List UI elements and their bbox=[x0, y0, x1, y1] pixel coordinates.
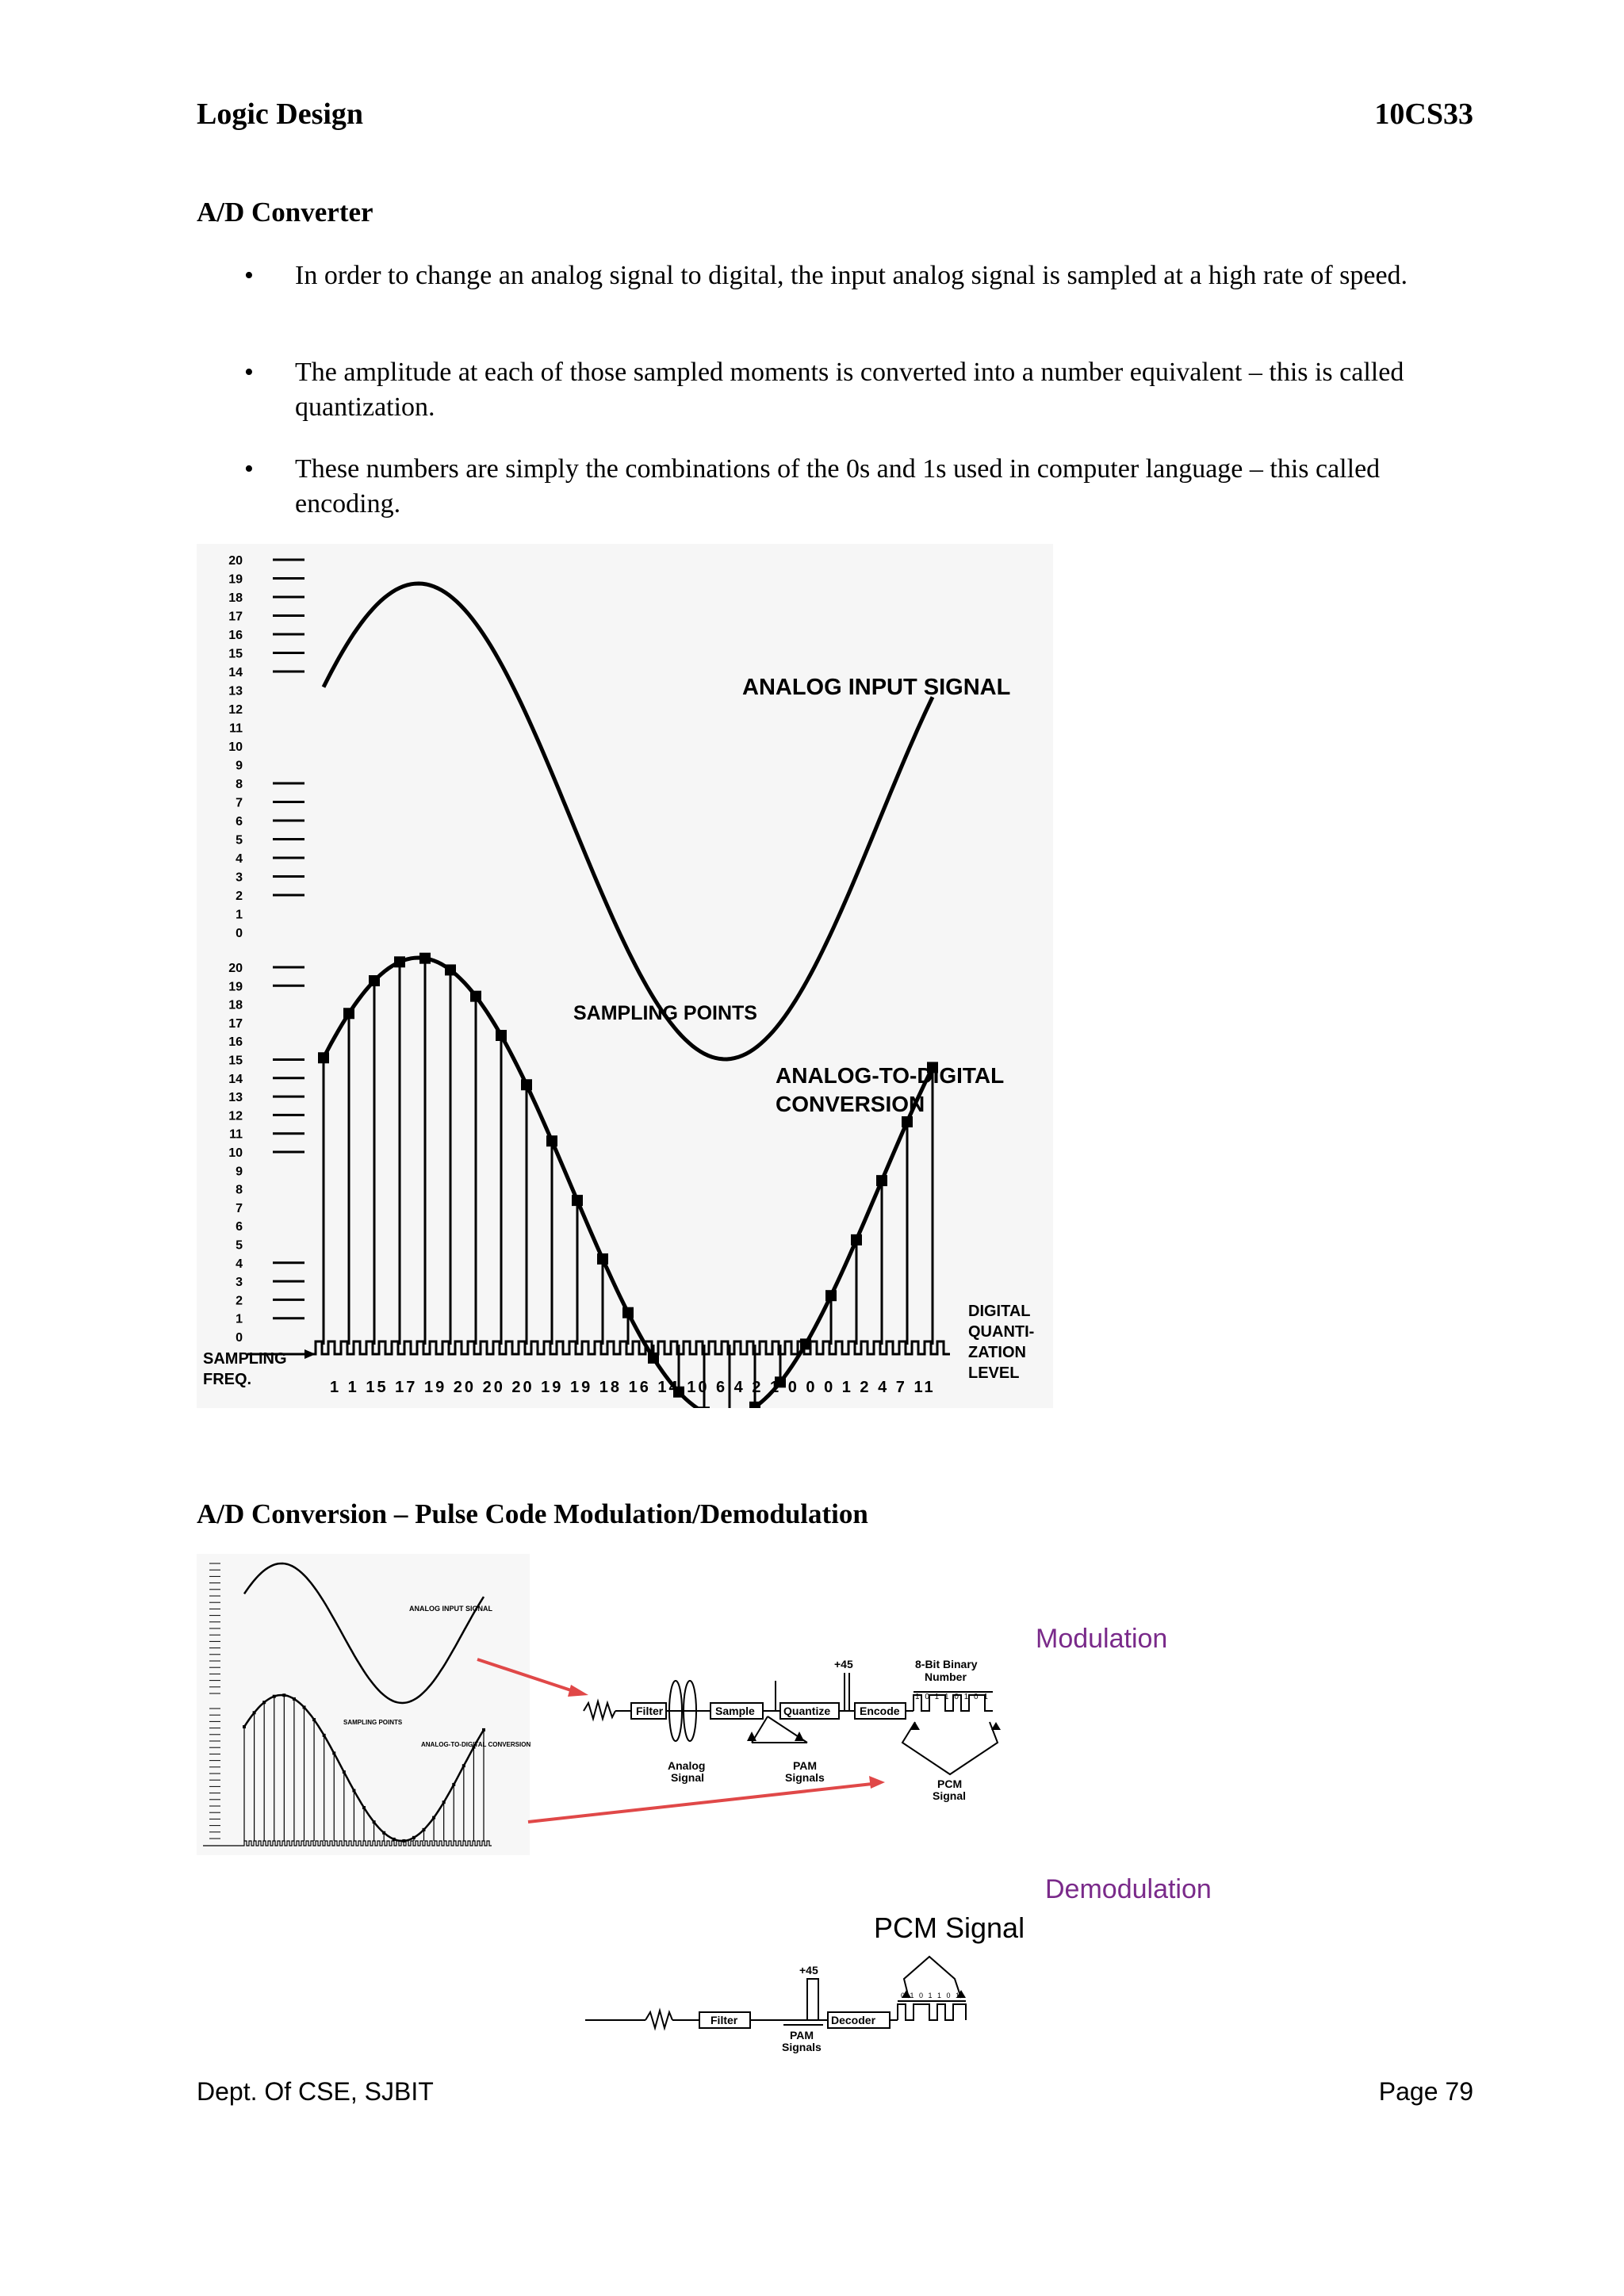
sampling-point bbox=[546, 1135, 557, 1146]
sampling-point bbox=[445, 964, 456, 975]
scale-label: 4 bbox=[236, 1257, 243, 1271]
sampling-point bbox=[318, 1052, 329, 1063]
sampling-point bbox=[851, 1234, 862, 1246]
quantization-label-line2: QUANTI- bbox=[968, 1323, 1035, 1341]
binary-digits: 1 0 1 1 0 1 0 1 bbox=[915, 1693, 990, 1701]
arrow-to-pcm-signal bbox=[528, 1784, 872, 1822]
ad-converter-thumbnail bbox=[197, 1554, 530, 1855]
scale-label: 9 bbox=[236, 1165, 243, 1179]
scale-label: 9 bbox=[236, 759, 243, 773]
scale-label: 20 bbox=[228, 962, 243, 975]
scale-label: 14 bbox=[228, 1072, 243, 1086]
conversion-label-line1: ANALOG-TO-DIGITAL bbox=[776, 1063, 1005, 1088]
scale-label: 19 bbox=[228, 980, 243, 994]
pam-label-line2: Signals bbox=[785, 1771, 825, 1784]
scale-label: 17 bbox=[228, 610, 243, 624]
sample-label: Sample bbox=[715, 1705, 755, 1717]
sampling-point bbox=[369, 975, 380, 986]
scale-label: 0 bbox=[236, 927, 243, 940]
scale-label: 6 bbox=[236, 815, 243, 828]
scale-label: 11 bbox=[229, 1127, 243, 1142]
filter-label: Filter bbox=[636, 1705, 664, 1717]
sampling-point bbox=[699, 1406, 710, 1408]
sampling-point bbox=[419, 953, 431, 964]
demodulation-title: Demodulation bbox=[1045, 1874, 1212, 1904]
sampling-points-label: SAMPLING POINTS bbox=[573, 1002, 757, 1024]
modulation-title: Modulation bbox=[1036, 1624, 1168, 1654]
pcm-modulation-demodulation-figure bbox=[197, 1554, 1243, 2061]
demod-filter-label: Filter bbox=[710, 2014, 738, 2026]
scale-label: 16 bbox=[228, 1035, 243, 1050]
scale-label: 6 bbox=[236, 1220, 243, 1234]
sampling-point bbox=[902, 1116, 913, 1127]
ad-converter-figure bbox=[197, 544, 1053, 1408]
scale-label: 14 bbox=[228, 666, 243, 679]
sampling-point bbox=[521, 1079, 532, 1090]
scale-label: 10 bbox=[228, 1146, 243, 1160]
sampling-freq-label-line2: FREQ. bbox=[203, 1371, 252, 1388]
arrow-head bbox=[869, 1776, 885, 1789]
scale-label: 19 bbox=[228, 572, 243, 587]
quantization-label-line1: DIGITAL bbox=[968, 1303, 1031, 1320]
plus45-label: +45 bbox=[834, 1658, 853, 1670]
scale-label: 8 bbox=[236, 1183, 243, 1197]
analog-input-signal-label: ANALOG INPUT SIGNAL bbox=[742, 675, 1011, 700]
sampling-point bbox=[394, 956, 405, 967]
scale-label: 11 bbox=[229, 721, 243, 736]
scale-label: 3 bbox=[236, 871, 243, 885]
scale-label: 17 bbox=[228, 1016, 243, 1031]
bullet-dot: • bbox=[244, 454, 254, 484]
scale-label: 1 bbox=[236, 1312, 243, 1326]
pcm-label-line1: PCM bbox=[937, 1777, 963, 1790]
scale-label: 20 bbox=[228, 554, 243, 568]
scale-label: 18 bbox=[228, 591, 243, 605]
scale-label: 12 bbox=[228, 1109, 243, 1123]
footer-right: Page 79 bbox=[1378, 2077, 1473, 2106]
bullet-text: The amplitude at each of those sampled moments is converted into a number equivalent – this is called quantization. bbox=[295, 358, 1404, 422]
encode-label: Encode bbox=[860, 1705, 900, 1717]
sampling-point bbox=[597, 1253, 608, 1265]
sampling-point bbox=[470, 991, 481, 1002]
scale-label: 5 bbox=[236, 1238, 243, 1253]
sampling-point bbox=[622, 1307, 634, 1318]
scale-label: 10 bbox=[228, 740, 243, 754]
quantization-label-line4: LEVEL bbox=[968, 1364, 1020, 1382]
demod-pam-label-line2: Signals bbox=[782, 2041, 822, 2053]
quantize-label: Quantize bbox=[783, 1705, 831, 1717]
demod-pam-label-line1: PAM bbox=[790, 2029, 814, 2042]
bullet-dot: • bbox=[244, 261, 254, 290]
sampling-point bbox=[496, 1030, 507, 1041]
quantization-level-values: 1 1 15 17 19 20 20 20 19 19 18 16 14 10 6 4 2 1 0 0 0 1 2 4 7 11 bbox=[330, 1379, 936, 1396]
sampling-point bbox=[572, 1195, 583, 1206]
bullet-text: In order to change an analog signal to digital, the input analog signal is sampled at a high rate of speed. bbox=[295, 261, 1408, 290]
pcm-label-line2: Signal bbox=[933, 1789, 967, 1802]
quantization-label-line3: ZATION bbox=[968, 1344, 1026, 1361]
arrow-head bbox=[568, 1685, 588, 1697]
scale-label: 16 bbox=[228, 629, 243, 642]
scale-label: 8 bbox=[236, 778, 243, 791]
sampling-point bbox=[825, 1290, 837, 1301]
scale-label: 13 bbox=[228, 1091, 243, 1105]
scale-label: 2 bbox=[236, 890, 243, 903]
scale-label: 12 bbox=[228, 703, 243, 717]
sampling-freq-label-line1: SAMPLING bbox=[203, 1350, 287, 1368]
scale-label: 3 bbox=[236, 1276, 243, 1290]
binary-label-line1: 8-Bit Binary bbox=[915, 1658, 978, 1670]
conversion-label-line2: CONVERSION bbox=[776, 1092, 925, 1116]
scale-label: 2 bbox=[236, 1294, 243, 1308]
footer-left: Dept. Of CSE, SJBIT bbox=[197, 2077, 434, 2106]
sampling-point bbox=[343, 1008, 354, 1019]
demod-pcm-pulses bbox=[898, 2004, 966, 2020]
pam-label-line1: PAM bbox=[793, 1759, 818, 1772]
scale-label: 13 bbox=[228, 684, 243, 698]
pcm-signal-title: PCM Signal bbox=[874, 1911, 1025, 1944]
sampling-point bbox=[749, 1402, 760, 1408]
scale-label: 1 bbox=[236, 908, 243, 922]
pam-pulse bbox=[807, 1979, 818, 2020]
section-title-ad-converter: A/D Converter bbox=[197, 197, 373, 228]
header-right: 10CS33 bbox=[1374, 98, 1473, 131]
scale-label: 18 bbox=[228, 998, 243, 1012]
header-left: Logic Design bbox=[197, 98, 364, 131]
scale-label: 5 bbox=[236, 833, 243, 848]
binary-label-line2: Number bbox=[925, 1670, 967, 1683]
scale-label: 7 bbox=[236, 1201, 243, 1215]
analog-signal-label-line2: Signal bbox=[671, 1771, 705, 1784]
thumbnail-sampling-label: SAMPLING POINTS bbox=[343, 1719, 403, 1726]
scale-label: 0 bbox=[236, 1331, 243, 1345]
sampling-point bbox=[876, 1175, 887, 1186]
noisy-output-waveform bbox=[645, 2011, 672, 2028]
demod-plus45-label: +45 bbox=[799, 1964, 818, 1976]
bullet-dot: • bbox=[244, 358, 254, 387]
modulation-chain bbox=[584, 1673, 998, 1774]
scale-label: 7 bbox=[236, 796, 243, 810]
scale-label: 4 bbox=[236, 852, 243, 866]
scale-label: 15 bbox=[228, 1054, 243, 1068]
analog-signal-label-line1: Analog bbox=[668, 1759, 706, 1772]
demod-binary-digits: 0 1 0 1 1 0 1 bbox=[901, 1992, 962, 1999]
thumbnail-input-label: ANALOG INPUT SIGNAL bbox=[409, 1605, 492, 1613]
thumbnail-conversion-label: ANALOG-TO-DIGITAL CONVERSION bbox=[421, 1741, 531, 1748]
section-title-pcm: A/D Conversion – Pulse Code Modulation/Demodulation bbox=[197, 1498, 868, 1529]
bullet-text: These numbers are simply the combinations of the 0s and 1s used in computer language – this called encoding. bbox=[295, 454, 1381, 519]
decoder-label: Decoder bbox=[831, 2014, 876, 2026]
scale-label: 15 bbox=[228, 647, 243, 661]
noisy-input-waveform bbox=[584, 1701, 615, 1719]
